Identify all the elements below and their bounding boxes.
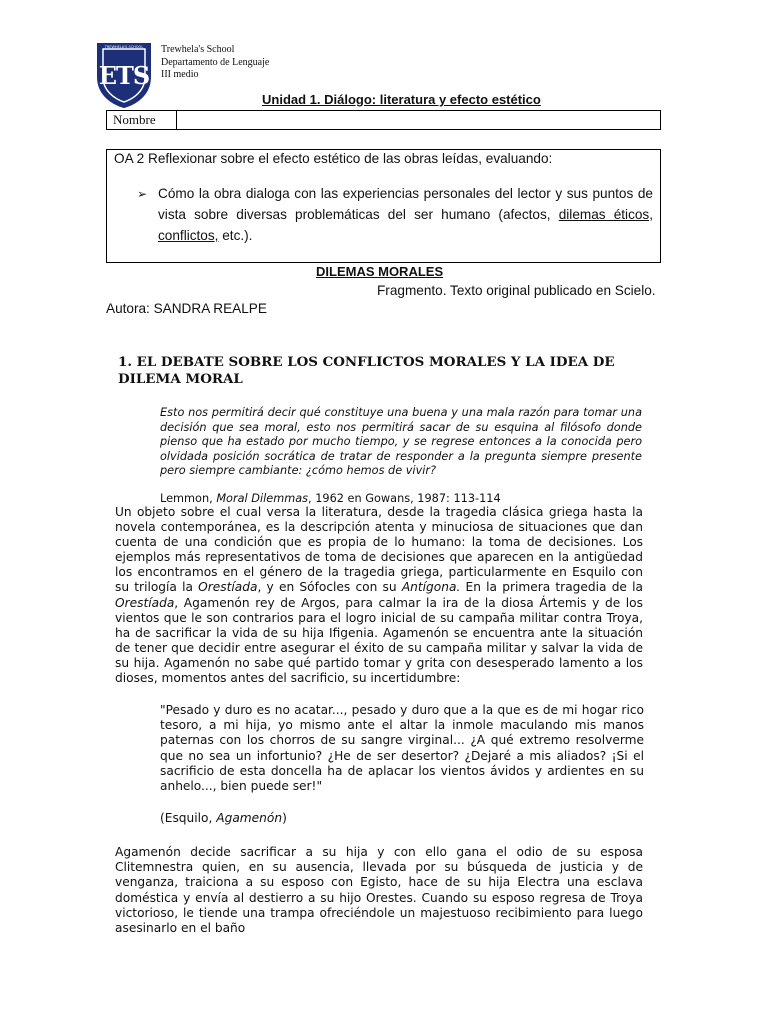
author-line: Autora: SANDRA REALPE (106, 301, 267, 316)
epigraph-citation: Lemmon, Moral Dilemmas, 1962 en Gowans, 1987: 113-114 (160, 492, 501, 505)
objective-box (106, 149, 661, 263)
body-paragraph-2: Agamenón decide sacrificar a su hija y con ello gana el odio de su esposa Clitemnestra quien, en su ausencia, llevada por su búsqueda de justicia y de venganza, traiciona a su esposo con Egisto, hace de su hija Electra una esclava doméstica y envía al destierro a su hijo Orestes. Cuando su esposo regresa de Troya victorioso, le tiende una trampa ofreciéndole un majestuoso recibimiento para luego asesinarlo en el baño (115, 845, 643, 936)
fragment-note: Fragmento. Texto original publicado en Scielo. (377, 283, 656, 298)
unit-title: Unidad 1. Diálogo: literatura y efecto estético (262, 92, 541, 107)
name-input-area[interactable] (177, 111, 660, 129)
name-label: Nombre (107, 111, 177, 129)
objective-title: OA 2 Reflexionar sobre el efecto estético de las obras leídas, evaluando: (114, 151, 553, 166)
arrow-bullet-icon: ➢ (137, 187, 148, 201)
quote-source: (Esquilo, Agamenón) (160, 811, 287, 825)
logo-text: TREWHELA'S SCHOOL (104, 45, 144, 49)
school-crest-logo (95, 41, 153, 109)
document-heading: DILEMAS MORALES (316, 264, 444, 279)
section-title: 1. EL DEBATE SOBRE LOS CONFLICTOS MORALES Y LA IDEA DE DILEMA MORAL (118, 354, 615, 387)
grade-level: III medio (161, 69, 199, 80)
school-name: Trewhela's School (161, 44, 235, 55)
epigraph: Esto nos permitirá decir qué constituye una buena y una mala razón para tomar una decisión que sea moral, esto nos permitirá sacar de su esquina al filósofo donde pienso que ha estado por mucho tiempo, y se regrese entonces a la conocida pero olvidada posición socrática de tratar de responder a la pregunta siempre presente pero siempre cambiante: ¿cómo hemos de vivir? (160, 406, 642, 477)
block-quote: "Pesado y duro es no acatar..., pesado y duro que a la que es de mi hogar rico tesoro, a mi hija, yo mismo ante el altar la inmole maculando mis manos paternas con los chorros de su sangre virginal... ¿A qué extremo resolverme que no sea un infortunio? ¿He de ser desertor? ¿Dejaré a mis aliados? ¡Si el sacrificio de esta doncella ha de aplacar los vientos ávidos y ardientes en su anhelo..., bien puede ser!" (160, 703, 644, 794)
body-paragraph-1: Un objeto sobre el cual versa la literatura, desde la tragedia clásica griega hasta la novela contemporánea, es la descripción atenta y minuciosa de situaciones que dan cuenta de una condición que es propia de lo humano: la toma de decisiones. Los ejemplos más representativos de toma de decisiones que aparecen en la antigüedad los encontramos en el género de la tragedia griega, particularmente en Esquilo con su trilogía la Orestíada, y en Sófocles con su Antígona. En la primera tragedia de la Orestíada, Agamenón rey de Argos, para calmar la ira de la diosa Ártemis y de los vientos que le son contrarios para el logro inicial de su campaña militar contra Troya, ha de sacrificar la vida de su hija Ifigenia. Agamenón se encuentra ante la situación de tener que decidir entre asegurar el éxito de su campaña militar y salvar la vida de su hija. Agamenón no sabe qué partido tomar y grita con desesperado lamento a los dioses, momentos antes del sacrificio, su incertidumbre: (115, 505, 643, 686)
department-name: Departamento de Lenguaje (161, 57, 270, 68)
name-field-box (106, 110, 661, 130)
logo-monogram: ETS (98, 61, 150, 90)
objective-bullet-text: Cómo la obra dialoga con las experiencias personales del lector y sus puntos de vista sobre diversas problemáticas del ser humano (afectos, dilemas éticos, conflictos, etc.). (158, 186, 654, 243)
